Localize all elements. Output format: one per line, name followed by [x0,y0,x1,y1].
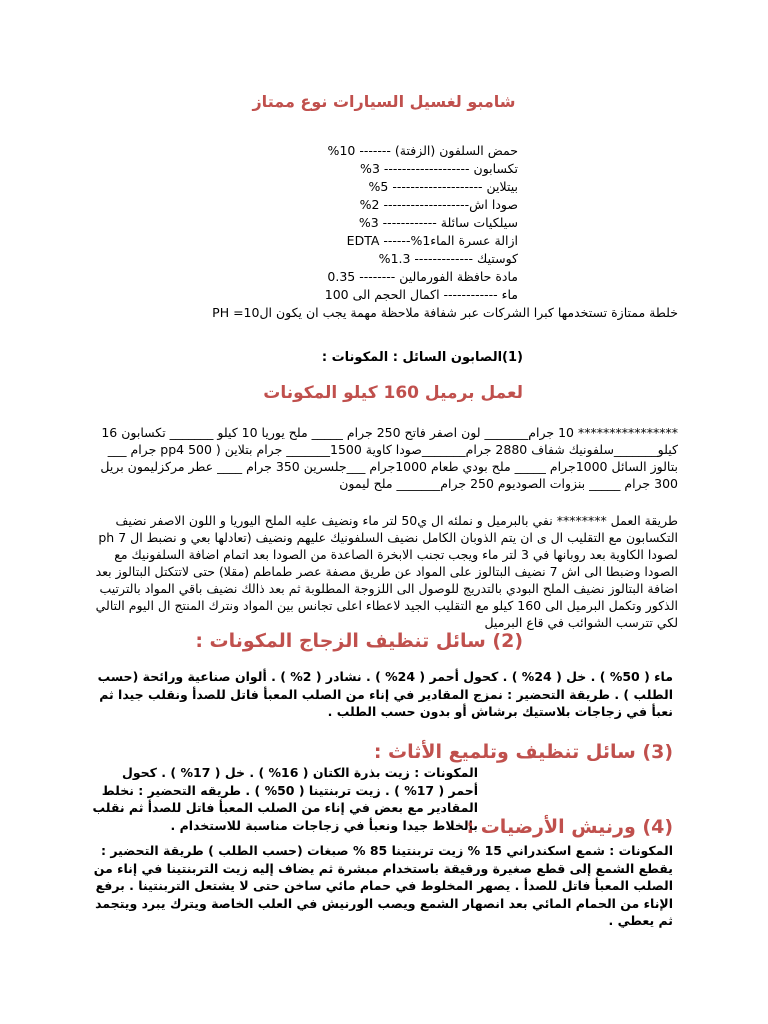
ingredient-list [325,143,518,305]
section1-label: (1)الصابون السائل : المكونات : [321,350,523,365]
ingredient-line: حمض السلفون (الزفتة) ------- 10% [327,143,518,158]
section2-heading: (2) سائل تنظيف الزجاج المكونات : [195,630,523,652]
section3-body: المكونات : زيت بذرة الكتان ( 16% ) . خل ( 17% ) . كحول أحمر ( 17% ) . زيت تربنتينا ( 50% ) . طريقه التحضير : نخلط المقادير مع بعض في إناء من الصلب المعبأ فاتل للصدأ ثم نقلب بالخلاط جيدا ونعبأ في زجاجات مناسبة للاستخدام . [92,765,478,833]
ingredient-line: ماء ------------ اكمال الحجم الى 100 [324,287,518,302]
section4-heading: (4) ورنيش الأرضيات : [466,816,673,838]
ingredient-line: تكسابون ------------------- 3% [360,161,518,176]
section1-components: **************** 10 جرام_______ لون اصفر فاتح 250 جرام _____ ملح يوريا 10 كيلو _______ تكسابون 16 كيلو_______سلفونيك شفاف 2880 جرام_______صودا كاوية 1500_______ جرام بتلاين ( pp4 500 جرام ___ بتالوز السائل 1000جرام _____ ملح بودي طعام 1000جرام ___جلسرين 350 جرام ____ عطر مركزليمون بريل 300 جرام _____ بنزوات الصوديوم 250 جرام_______ ملح ليمون [100,425,678,491]
ingredient-line: سيلكيات سائلة ------------ 3% [358,215,518,230]
section4-body: المكونات : شمع اسكندراني 15 % زيت تربنتينا 85 % صبغات (حسب الطلب ) طريقة التحضير : يقطع الشمع إلى قطع صغيرة ورقيقة باستخدام مبشرة ثم يضاف إليه زيت التربنتينا في إناء من الصلب المعبأ فاتل للصدأ . يصهر المخلوط في حمام مائي ساخن حتى لا يشتعل التربنتينا . برفع الإناء من الحمام المائي بعد انصهار الشمع ويصب الورنيش في العلب الخاصة ويترك يبرد ويتجمد ثم يعطي . [93,843,673,928]
section1-method: طريقة العمل ******** نفي بالبرميل و نملئه ال ي50 لتر ماء ونضيف عليه الملح اليوريا و اللون الاصفر نضيف التكسابون مع التقليب ال ى ان يتم الذوبان الكامل نضيف السلفونيك عليهم ونضيف (تعادلها بعي و نضبط ال ph 7 لصودا الكاوية بعد روبانها في 3 لتر ماء ويجب تجنب الابخرة الصاعدة من الصودا بعد اتمام اضافة السلفونيك مع الصودا وضبطا الى اش 7 نضيف البتالوز على المواد عن طريق مصفة عصر طماطم (مقلا) حتى لاتتكتل البتالوز بعد اضافة البتالوز نضيف الملح البودي بالتدريج للوصول الى اللزوجة المطلوبة ثم بعد ذالك نضيف باقي المواد بالترتيب الذكور وتكمل البرميل الى 160 كيلو مع التقليب الجيد لاعطاء اعلى تجانس بين المواد ونترك المنتج ال اليوم التالي لكي تترسب الشوائب في قاع البرميل [95,513,678,630]
ingredient-line: بيتلاين -------------------- 5% [368,179,518,194]
ingredient-line: صودا اش------------------- 2% [359,197,518,212]
section3-heading: (3) سائل تنظيف وتلميع الأثاث : [373,741,673,763]
ph-note: خلطة ممتازة تستخدمها كبرا الشركات عبر شفافة ملاحظة مهمة يجب ان يكون الPH =10 [212,305,678,320]
section1-heading: لعمل برميل 160 كيلو المكونات [263,383,523,403]
ingredient-line: ازالة عسرة الماء1%------ EDTA [346,233,518,248]
ingredient-line: مادة حافظة الفورمالين -------- 0.35 [327,269,518,284]
section2-body: ماء ( 50% ) . خل ( 24% ) . كحول أحمر ( 24% ) . نشادر ( 2% ) . ألوان صناعية ورائحة (حسب الطلب ) . طريقة التحضير : نمزج المقادير في إناء من الصلب المعبأ فاتل للصدأ ونقلب جيدا ثم نعبأ في زجاجات بلاستيك برشاش أو بدون حسب الطلب . [97,669,673,719]
document-title: شامبو لغسيل السيارات نوع ممتاز [252,92,516,111]
ingredient-line: كوستيك ------------- 1.3% [378,251,518,266]
